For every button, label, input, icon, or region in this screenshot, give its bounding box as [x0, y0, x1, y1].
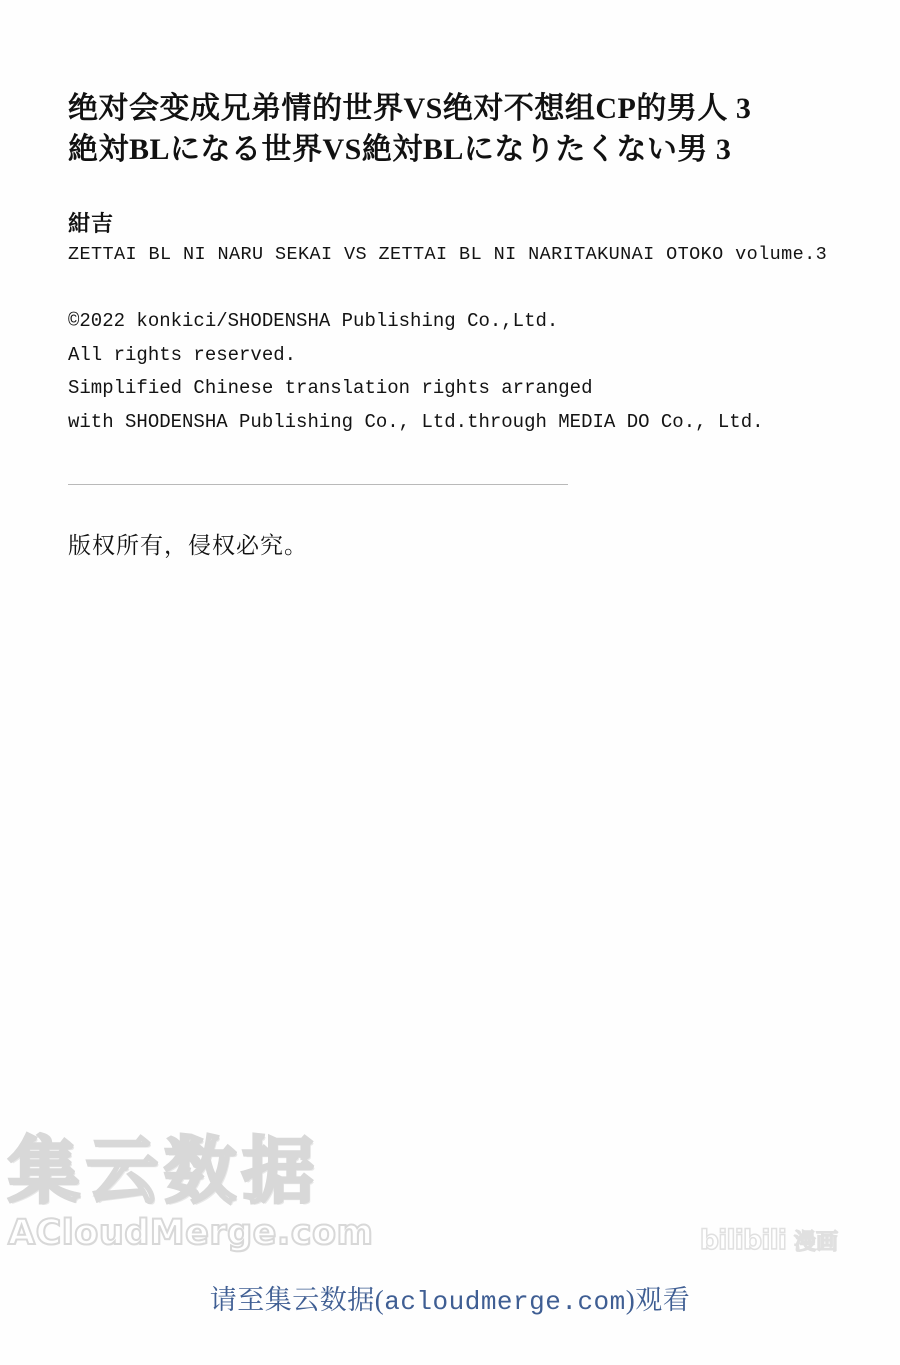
title-japanese: 絶対BLになる世界VS絶対BLになりたくない男 3	[68, 133, 732, 167]
watermark	[8, 1129, 408, 1253]
title-romaji: ZETTAI BL NI NARU SEKAI VS ZETTAI BL NI NARITAKUNAI OTOKO volume.3	[68, 243, 828, 265]
section-divider	[68, 484, 568, 485]
notice-prefix: 请至集云数据(	[209, 1285, 385, 1315]
copyright-notice	[68, 305, 858, 440]
copyright-line-4: with SHODENSHA Publishing Co., Ltd.through MEDIA DO Co., Ltd.	[68, 411, 764, 434]
bilibili-manga-mark	[700, 1225, 838, 1256]
author-name: 紺吉	[68, 210, 115, 236]
copyright-line-3: Simplified Chinese translation rights arranged	[68, 377, 593, 400]
copyright-line-2: All rights reserved.	[68, 343, 297, 366]
watermark-domain-text: ACloudMerge.com	[8, 1213, 374, 1253]
bilibili-logo-icon: bilibili	[699, 1225, 786, 1256]
bottom-notice	[0, 1278, 900, 1317]
notice-suffix: )观看	[625, 1285, 691, 1315]
copyright-line-1: ©2022 konkici/SHODENSHA Publishing Co.,Ltd.	[68, 309, 559, 332]
bilibili-manga-label: 漫画	[793, 1230, 838, 1255]
rights-statement-chinese: 版权所有，侵权必究。	[68, 533, 308, 559]
watermark-chinese-text: 集云数据	[8, 1129, 321, 1213]
title-chinese: 绝对会变成兄弟情的世界VS绝对不想组CP的男人 3	[68, 92, 752, 125]
notice-domain: acloudmerge.com	[384, 1287, 626, 1317]
copyright-content	[68, 88, 858, 560]
